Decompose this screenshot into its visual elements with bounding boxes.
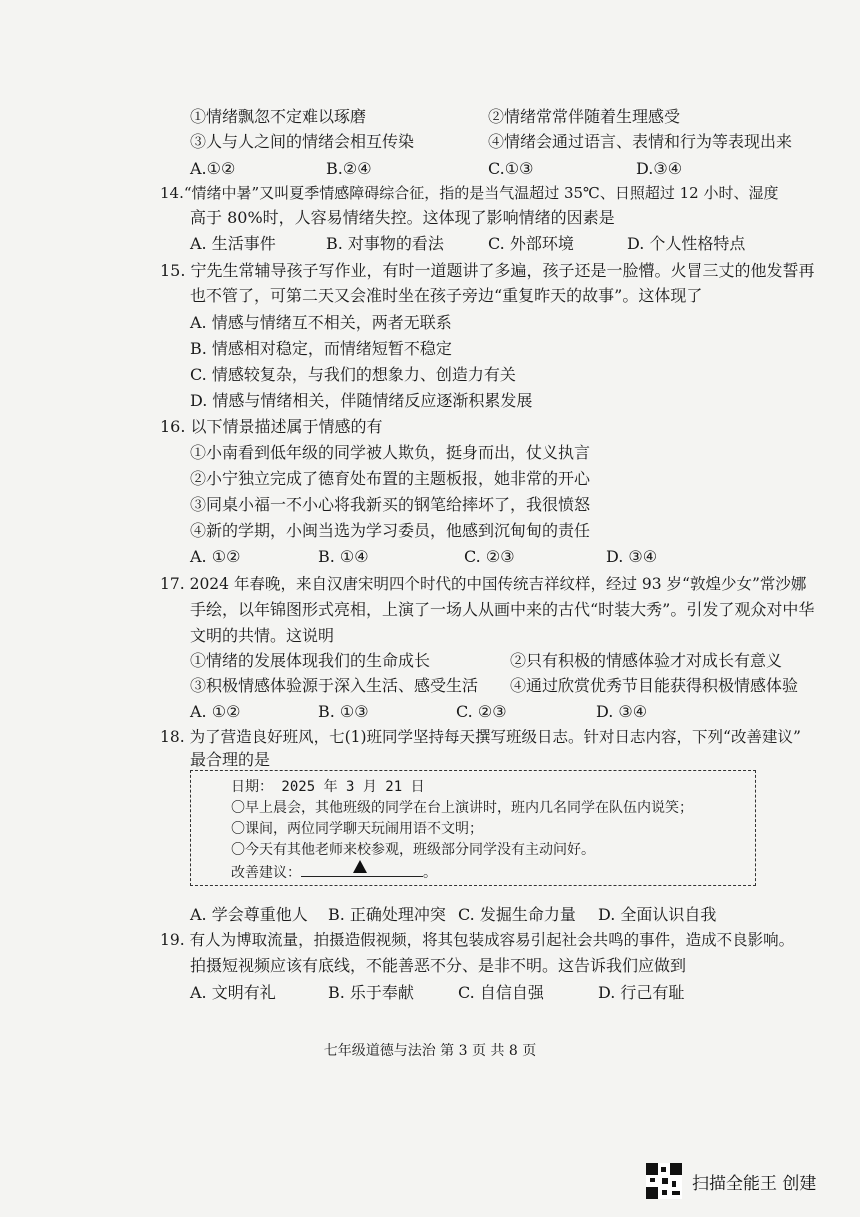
q17-statement-3: ③积极情感体验源于深入生活、感受生活 bbox=[190, 676, 479, 695]
log-entry-3: 〇今天有其他老师来校参观，班级部分同学没有主动问好。 bbox=[231, 842, 595, 858]
q16-option-b: B. ①④ bbox=[318, 547, 369, 566]
q15-option-c: C. 情感较复杂，与我们的想象力、创造力有关 bbox=[190, 365, 516, 384]
q16-statement-2: ②小宁独立完成了德育处布置的主题板报，她非常的开心 bbox=[190, 469, 591, 488]
log-date: 日期： 2025 年 3 月 21 日 bbox=[231, 779, 425, 795]
q17-stem-line-3: 文明的共情。这说明 bbox=[190, 626, 335, 645]
q13-statement-1: ①情绪飘忽不定难以琢磨 bbox=[190, 107, 367, 126]
qr-code-icon bbox=[646, 1163, 682, 1199]
q13-statement-3: ③人与人之间的情绪会相互传染 bbox=[190, 132, 415, 151]
q19-option-d: D. 行己有耻 bbox=[598, 983, 685, 1002]
q18-option-c: C. 发掘生命力量 bbox=[458, 905, 576, 924]
q14-option-b: B. 对事物的看法 bbox=[326, 234, 444, 253]
q15-stem-line-1: 15. 宁先生常辅导孩子写作业，有时一道题讲了多遍，孩子还是一脸懵。火冒三丈的他发誓再 bbox=[160, 261, 815, 280]
log-suggestion-end: 。 bbox=[423, 865, 437, 881]
q18-stem-line-2: 最合理的是 bbox=[190, 750, 271, 769]
q17-statement-1: ①情绪的发展体现我们的生命成长 bbox=[190, 651, 431, 670]
q17-option-b: B. ①③ bbox=[318, 702, 369, 721]
q16-option-c: C. ②③ bbox=[464, 547, 515, 566]
q17-stem-line-1: 17. 2024 年春晚，来自汉唐宋明四个时代的中国传统吉祥纹样，经过 93 岁“敦煌少女”常沙娜 bbox=[160, 575, 807, 593]
q18-option-d: D. 全面认识自我 bbox=[598, 905, 717, 924]
q13-statement-4: ④情绪会通过语言、表情和行为等表现出来 bbox=[488, 132, 793, 151]
q17-statement-2: ②只有积极的情感体验才对成长有意义 bbox=[510, 651, 783, 670]
q16-statement-4: ④新的学期，小闽当选为学习委员，他感到沉甸甸的责任 bbox=[190, 521, 591, 540]
q13-statement-2: ②情绪常常伴随着生理感受 bbox=[488, 107, 681, 126]
q14-stem-line-2: 高于 80%时，人容易情绪失控。这体现了影响情绪的因素是 bbox=[190, 208, 615, 227]
q14-option-c: C. 外部环境 bbox=[488, 234, 574, 253]
q16-statement-3: ③同桌小福一不小心将我新买的钢笔给摔坏了，我很愤怒 bbox=[190, 495, 591, 514]
q15-option-a: A. 情感与情绪互不相关，两者无联系 bbox=[190, 313, 452, 332]
watermark-text: 扫描全能王 创建 bbox=[692, 1173, 817, 1194]
scanner-watermark bbox=[646, 1163, 816, 1199]
answer-blank bbox=[301, 862, 423, 877]
q13-option-b: B.②④ bbox=[326, 159, 372, 178]
q17-stem-line-2: 手绘，以年锦图形式亮相，上演了一场人从画中来的古代“时装大秀”。引发了观众对中华 bbox=[190, 600, 815, 619]
triangle-marker-icon bbox=[353, 860, 367, 873]
q19-option-a: A. 文明有礼 bbox=[190, 983, 276, 1002]
q17-statement-4: ④通过欣赏优秀节目能获得积极情感体验 bbox=[510, 676, 799, 695]
q15-option-b: B. 情感相对稳定，而情绪短暂不稳定 bbox=[190, 339, 452, 358]
log-entry-1: 〇早上晨会，其他班级的同学在台上演讲时，班内几名同学在队伍内说笑； bbox=[231, 800, 693, 816]
log-suggestion bbox=[231, 862, 437, 883]
q19-stem-line-2: 拍摄短视频应该有底线，不能善恶不分、是非不明。这告诉我们应做到 bbox=[190, 956, 687, 975]
page-footer: 七年级道德与法治 第 3 页 共 8 页 bbox=[323, 1043, 537, 1059]
q13-option-a: A.①② bbox=[190, 159, 236, 178]
q16-option-a: A. ①② bbox=[190, 547, 241, 566]
q18-stem-line-1: 18. 为了营造良好班风，七(1)班同学坚持每天撰写班级日志。针对日志内容，下列“改善建议” bbox=[160, 728, 801, 746]
log-entry-2: 〇课间，两位同学聊天玩闹用语不文明； bbox=[231, 821, 483, 837]
class-log-box bbox=[190, 770, 756, 886]
q15-option-d: D. 情感与情绪相关，伴随情绪反应逐渐积累发展 bbox=[190, 391, 533, 410]
q17-option-d: D. ③④ bbox=[596, 702, 648, 721]
q17-option-a: A. ①② bbox=[190, 702, 241, 721]
q14-option-a: A. 生活事件 bbox=[190, 234, 276, 253]
q19-option-b: B. 乐于奉献 bbox=[328, 983, 414, 1002]
q19-stem-line-1: 19. 有人为博取流量，拍摄造假视频，将其包装成容易引起社会共鸣的事件，造成不良影响。 bbox=[160, 931, 795, 949]
q13-option-c: C.①③ bbox=[488, 159, 534, 178]
q19-option-c: C. 自信自强 bbox=[458, 983, 544, 1002]
q14-stem-line-1: 14.“情绪中暑”又叫夏季情感障碍综合征，指的是当气温超过 35℃、日照超过 12 小时、湿度 bbox=[160, 184, 779, 202]
q14-option-d: D. 个人性格特点 bbox=[627, 234, 746, 253]
q18-option-a: A. 学会尊重他人 bbox=[190, 905, 308, 924]
log-suggestion-label: 改善建议： bbox=[231, 865, 301, 881]
q16-option-d: D. ③④ bbox=[606, 547, 658, 566]
q17-option-c: C. ②③ bbox=[456, 702, 507, 721]
q16-statement-1: ①小南看到低年级的同学被人欺负，挺身而出，仗义执言 bbox=[190, 443, 591, 462]
q18-option-b: B. 正确处理冲突 bbox=[328, 905, 446, 924]
q16-stem: 16. 以下情景描述属于情感的有 bbox=[160, 417, 383, 436]
q15-stem-line-2: 也不管了，可第二天又会准时坐在孩子旁边“重复昨天的故事”。这体现了 bbox=[190, 286, 703, 305]
q13-option-d: D.③④ bbox=[636, 159, 683, 178]
